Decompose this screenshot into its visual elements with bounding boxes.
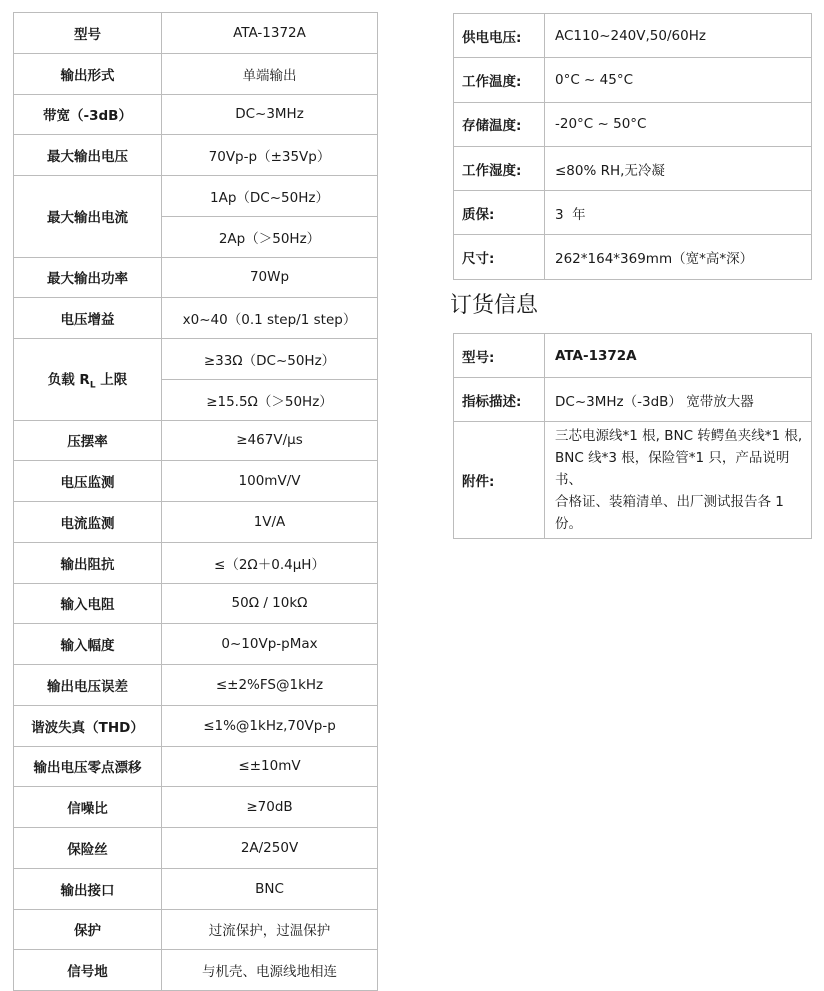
table-row: [14, 909, 378, 950]
order-accessories-line: 三芯电源线*1 根, BNC 转鳄鱼夹线*1 根,: [555, 428, 803, 444]
slew-rate-label: 压摆率: [14, 420, 162, 461]
output-port-value: BNC: [162, 868, 378, 909]
table-row: [454, 191, 812, 235]
max-voltage-value: 70Vp-p（±35Vp）: [162, 135, 378, 176]
zero-drift-label: 输出电压零点漂移: [14, 746, 162, 787]
voltage-monitor-label: 电压监测: [14, 461, 162, 502]
table-row: [14, 461, 378, 502]
output-impedance-label: 输出阻抗: [14, 542, 162, 583]
table-row: [14, 94, 378, 135]
current-monitor-value: 1V/A: [162, 502, 378, 543]
size-value: 262*164*369mm（宽*高*深）: [545, 235, 812, 279]
table-row: [14, 542, 378, 583]
power-label: 供电电压:: [454, 14, 545, 58]
operating-temp-label: 工作温度:: [454, 58, 545, 102]
table-row: [454, 14, 812, 58]
table-row: [454, 334, 812, 378]
table-row: [14, 705, 378, 746]
load-limit-label-pre: 负载 R: [47, 371, 90, 388]
load-limit-value-1: ≥33Ω（DC~50Hz）: [162, 339, 378, 380]
order-model-label: 型号:: [454, 334, 545, 378]
table-row: [454, 58, 812, 102]
fuse-label: 保险丝: [14, 828, 162, 869]
table-row: [14, 176, 378, 217]
load-limit-label-post: 上限: [95, 371, 128, 388]
order-info-table: [453, 333, 812, 539]
storage-temp-value: -20°C ~ 50°C: [545, 102, 812, 146]
spec-table-left: [13, 12, 378, 991]
output-error-value: ≤±2%FS@1kHz: [162, 665, 378, 706]
warranty-label: 质保:: [454, 191, 545, 235]
table-row: [14, 828, 378, 869]
max-power-label: 最大输出功率: [14, 257, 162, 298]
table-row: [454, 102, 812, 146]
order-accessories-value: [545, 422, 812, 539]
voltage-gain-label: 电压增益: [14, 298, 162, 339]
table-row: [454, 422, 812, 539]
protection-value: 过流保护，过温保护: [162, 909, 378, 950]
snr-label: 信噪比: [14, 787, 162, 828]
operating-humidity-label: 工作湿度:: [454, 146, 545, 190]
table-row: [14, 787, 378, 828]
order-description-label: 指标描述:: [454, 378, 545, 422]
output-port-label: 输出接口: [14, 868, 162, 909]
order-accessories-line: 合格证、装箱清单、出厂测试报告各 1 份。: [555, 494, 784, 532]
table-row: [14, 298, 378, 339]
max-power-value: 70Wp: [162, 257, 378, 298]
max-current-label: 最大输出电流: [14, 176, 162, 258]
input-amplitude-label: 输入幅度: [14, 624, 162, 665]
thd-value: ≤1%@1kHz,70Vp-p: [162, 705, 378, 746]
thd-label: 谐波失真（THD）: [14, 705, 162, 746]
max-current-value-2: 2Ap（＞50Hz）: [162, 216, 378, 257]
load-limit-value-2: ≥15.5Ω（＞50Hz）: [162, 379, 378, 420]
slew-rate-value: ≥467V/μs: [162, 420, 378, 461]
input-amplitude-value: 0~10Vp-pMax: [162, 624, 378, 665]
table-row: [454, 378, 812, 422]
voltage-monitor-value: 100mV/V: [162, 461, 378, 502]
output-form-value: 单端输出: [162, 53, 378, 94]
fuse-value: 2A/250V: [162, 828, 378, 869]
size-label: 尺寸:: [454, 235, 545, 279]
power-value: AC110~240V,50/60Hz: [545, 14, 812, 58]
operating-temp-value: 0°C ~ 45°C: [545, 58, 812, 102]
table-row: [14, 53, 378, 94]
load-limit-label: [14, 339, 162, 421]
table-row: [14, 135, 378, 176]
output-impedance-value: ≤（2Ω＋0.4μH）: [162, 542, 378, 583]
voltage-gain-value: x0~40（0.1 step/1 step）: [162, 298, 378, 339]
storage-temp-label: 存储温度:: [454, 102, 545, 146]
table-row: [454, 235, 812, 279]
table-row: [14, 339, 378, 380]
zero-drift-value: ≤±10mV: [162, 746, 378, 787]
order-description-value: DC~3MHz（-3dB） 宽带放大器: [545, 378, 812, 422]
table-row: [14, 257, 378, 298]
table-row: [14, 502, 378, 543]
signal-ground-value: 与机壳、电源线地相连: [162, 950, 378, 991]
order-model-value: ATA-1372A: [545, 334, 812, 378]
current-monitor-label: 电流监测: [14, 502, 162, 543]
table-row: [14, 624, 378, 665]
output-form-label: 输出形式: [14, 53, 162, 94]
max-voltage-label: 最大输出电压: [14, 135, 162, 176]
snr-value: ≥70dB: [162, 787, 378, 828]
warranty-value: 3 年: [545, 191, 812, 235]
table-row: [14, 868, 378, 909]
max-current-value-1: 1Ap（DC~50Hz）: [162, 176, 378, 217]
order-info-heading: 订货信息: [450, 293, 539, 318]
table-row: [14, 583, 378, 624]
table-row: [14, 13, 378, 54]
bandwidth-label: 带宽（-3dB）: [14, 94, 162, 135]
table-row: [454, 146, 812, 190]
input-resistance-label: 输入电阻: [14, 583, 162, 624]
order-accessories-line: BNC 线*3 根，保险管*1 只，产品说明书、: [555, 450, 790, 488]
operating-humidity-value: ≤80% RH,无冷凝: [545, 146, 812, 190]
input-resistance-value: 50Ω / 10kΩ: [162, 583, 378, 624]
spec-table-right: [453, 13, 812, 280]
table-row: [14, 420, 378, 461]
bandwidth-value: DC~3MHz: [162, 94, 378, 135]
signal-ground-label: 信号地: [14, 950, 162, 991]
output-error-label: 输出电压误差: [14, 665, 162, 706]
protection-label: 保护: [14, 909, 162, 950]
model-label: 型号: [14, 13, 162, 54]
order-accessories-label: 附件:: [454, 422, 545, 539]
load-limit-label-sub: L: [89, 380, 96, 391]
table-row: [14, 746, 378, 787]
table-row: [14, 950, 378, 991]
model-value: ATA-1372A: [162, 13, 378, 54]
table-row: [14, 665, 378, 706]
